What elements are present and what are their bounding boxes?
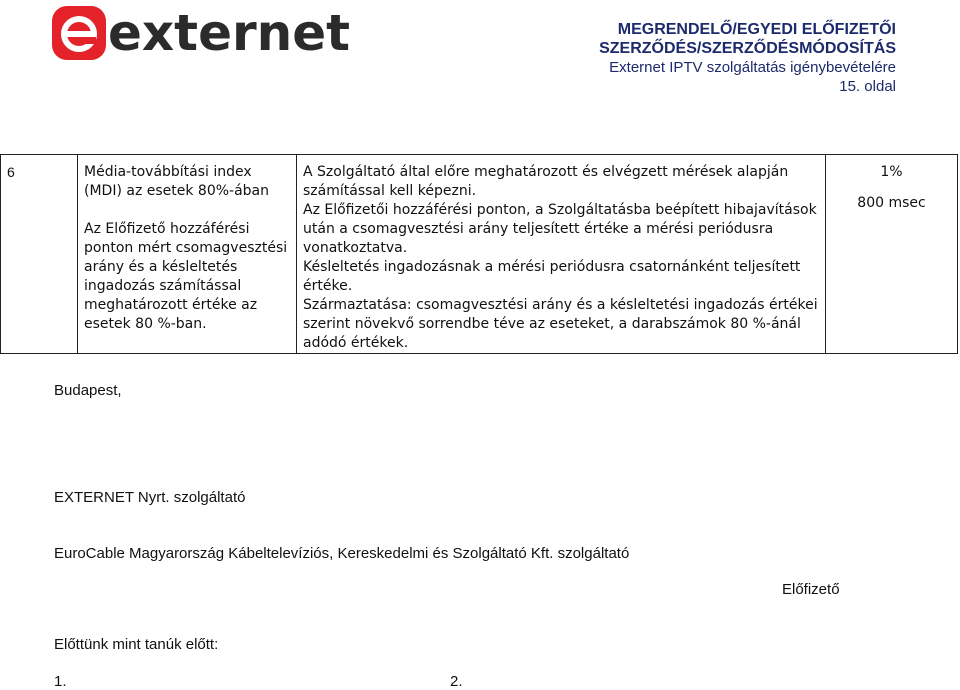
logo-mark: [52, 6, 106, 60]
row-number: 6: [1, 155, 78, 354]
witnesses-label: Előttünk mint tanúk előtt:: [54, 636, 219, 653]
description-paragraph: Az Előfizetői hozzáférési ponton, a Szolgáltatásba beépített hibajavítások után a csomagvesztési arány teljesített értéke a mérési periódusra vonatkoztatva.: [303, 202, 817, 256]
target-value: 800 msec: [857, 195, 926, 211]
provider-signature-1: EXTERNET Nyrt. szolgáltató: [54, 489, 246, 506]
description-paragraph: A Szolgáltató által előre meghatározott és elvégzett mérések alapján számítással kell képezni.: [303, 164, 789, 199]
header-subtitle: Externet IPTV szolgáltatás igénybevételére: [609, 59, 896, 76]
parameter-description-cell: [297, 155, 826, 354]
logo-wordmark: externet: [108, 4, 351, 62]
parameter-name-line: Az Előfizető hozzáférési ponton mért csomagvesztési arány és a késleltetés ingadozás számítással meghatározott értéke az esetek 80 %-ban.: [84, 221, 288, 332]
header-title-line1: MEGRENDELŐ/EGYEDI ELŐFIZETŐI: [617, 21, 896, 38]
externet-logo: [52, 4, 350, 62]
description-paragraph: Származtatása: csomagvesztési arány és a késleltetési ingadozás értékei szerint növekvő sorrendbe téve az eseteket, a darabszámok 80 %-ánál adódó értékek.: [303, 297, 818, 351]
witness-2: 2.: [450, 673, 463, 690]
subscriber-signature: Előfizető: [782, 581, 840, 598]
quality-parameter-table: [0, 154, 958, 354]
parameter-name-line: Média-továbbítási index (MDI) az esetek 80%-ában: [84, 164, 270, 199]
table-row: [1, 155, 958, 354]
document-header: [599, 20, 896, 96]
target-value-cell: [826, 155, 958, 354]
parameter-name-cell: [78, 155, 297, 354]
provider-signature-2: EuroCable Magyarország Kábeltelevíziós, Kereskedelmi és Szolgáltató Kft. szolgáltató: [54, 545, 630, 562]
description-paragraph: Késleltetés ingadozásnak a mérési periódusra csatornánként teljesített értéke.: [303, 259, 801, 294]
target-value: 1%: [880, 164, 903, 180]
witness-1: 1.: [54, 673, 67, 690]
signing-place: Budapest,: [54, 382, 122, 399]
header-title-line2: SZERZŐDÉS/SZERZŐDÉSMÓDOSÍTÁS: [599, 40, 896, 57]
page-number: 15. oldal: [839, 78, 896, 95]
